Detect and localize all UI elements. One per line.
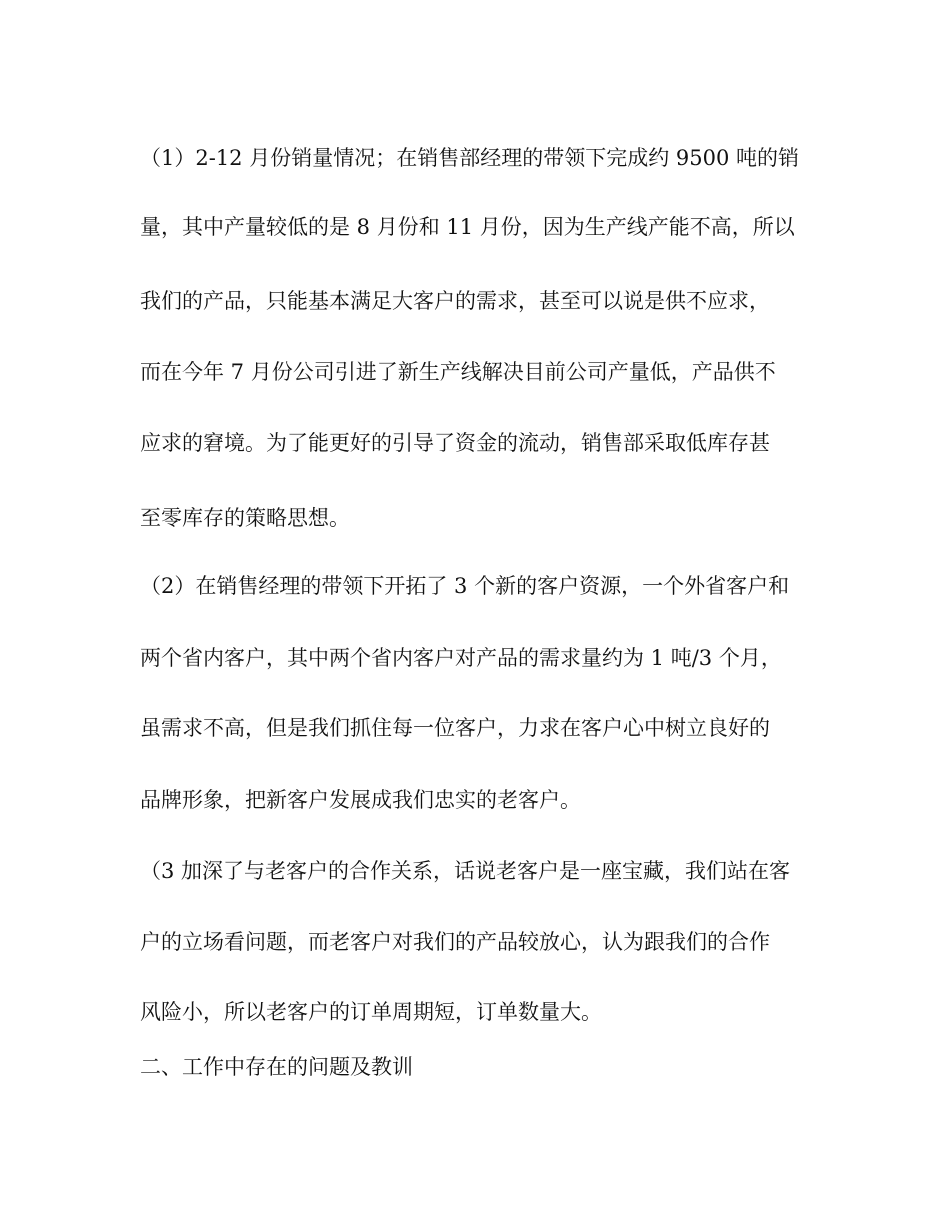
paragraph-1-line-6: 至零库存的策略思想。: [140, 506, 350, 530]
paragraph-1-line-1: （1）2-12 月份销量情况；在销售部经理的带领下完成约 9500 吨的销: [140, 146, 800, 170]
paragraph-1-line-2: 量，其中产量较低的是 8 月份和 11 月份，因为生产线产能不高，所以: [140, 215, 795, 239]
paragraph-3-line-1: （3 加深了与老客户的合作关系，话说老客户是一座宝藏，我们站在客: [140, 859, 791, 883]
paragraph-3-line-2: 户的立场看问题，而老客户对我们的产品较放心，认为跟我们的合作: [140, 930, 770, 954]
paragraph-1-line-3: 我们的产品，只能基本满足大客户的需求，甚至可以说是供不应求，: [140, 289, 770, 313]
paragraph-2-line-2: 两个省内客户，其中两个省内客户对产品的需求量约为 1 吨/3 个月，: [140, 646, 782, 670]
section-heading: 二、工作中存在的问题及教训: [140, 1055, 413, 1079]
paragraph-2-line-1: （2）在销售经理的带领下开拓了 3 个新的客户资源，一个外省客户和: [140, 574, 790, 598]
paragraph-3-line-3: 风险小，所以老客户的订单周期短，订单数量大。: [140, 1000, 602, 1024]
paragraph-2-line-3: 虽需求不高，但是我们抓住每一位客户，力求在客户心中树立良好的: [140, 716, 770, 740]
paragraph-1-line-5: 应求的窘境。为了能更好的引导了资金的流动，销售部采取低库存甚: [140, 431, 770, 455]
paragraph-2-line-4: 品牌形象，把新客户发展成我们忠实的老客户。: [140, 788, 581, 812]
paragraph-1-line-4: 而在今年 7 月份公司引进了新生产线解决目前公司产量低，产品供不: [140, 360, 776, 384]
